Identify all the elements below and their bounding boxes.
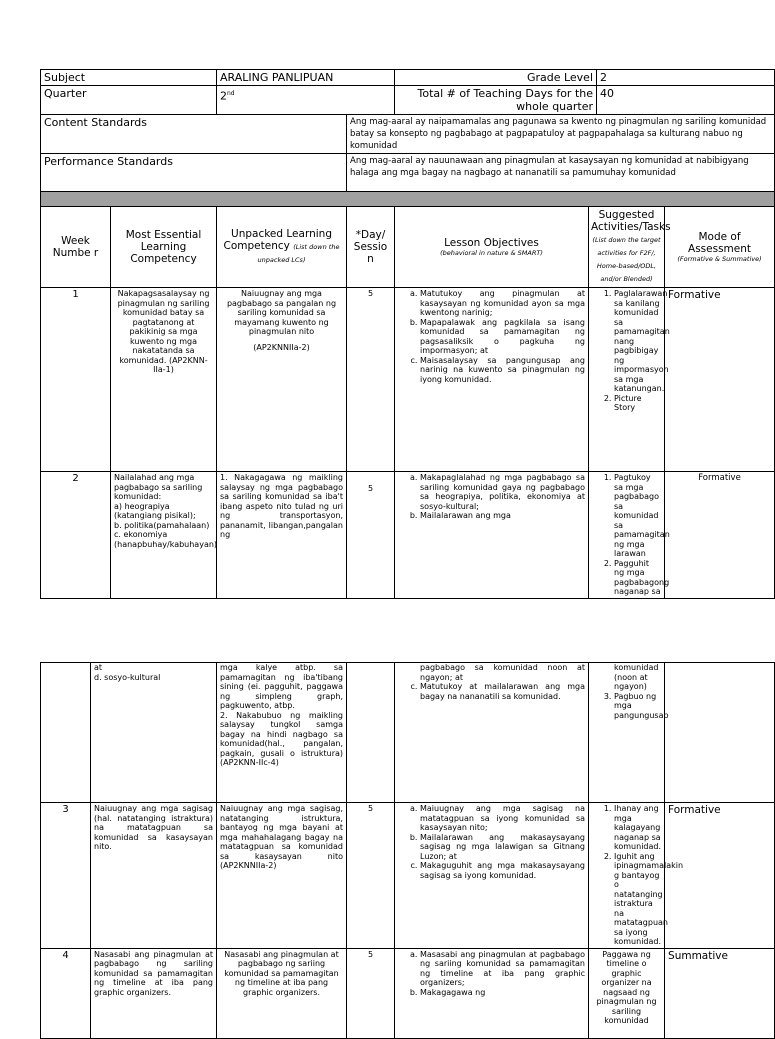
table-page-2	[40, 662, 774, 1024]
unpacked-text: mga kalye atbp. sa pamamagitan ng iba'tibang sining (ei. pagguhit, paggawa ng simpleng graph, pagkuwento, atbp. 2. Nakabubuo ng maikling salaysay tungkol samga bagay na hindi nagbago sa komunidad(hal., pangalan, pagkain, gusali o istruktura) (AP2KNN-IIc-4)	[217, 663, 347, 803]
grade-level-value: 2	[597, 70, 775, 86]
mode-of-assessment: Formative	[665, 803, 775, 949]
days-value: 5	[347, 803, 395, 949]
quarter-value: 2nd	[217, 86, 395, 115]
activity-2: 2. Pagguhit ng mga pagbabagong naganap sa	[614, 559, 661, 597]
objective-b-cont: pagbabago sa komunidad noon at ngayon; at	[420, 663, 586, 682]
objective-a: a. Maiuugnay ang mga sagisag na matatagpuan sa iyong komunidad sa kasaysayan nito;	[420, 804, 585, 833]
mode-of-assessment: Formative	[665, 472, 775, 599]
lesson-objectives	[395, 663, 589, 803]
objective-c: c. Makaguguhit ang mga makasaysayang sagisag sa iyong komunidad.	[420, 861, 585, 880]
objective-c: c. Maisasalaysay sa pangungusap ang narinig na kuwento sa pinagmulan ng iyong komunidad.	[420, 356, 585, 385]
table-row	[41, 948, 775, 1038]
suggested-activities: Paggawa ng timeline o graphic organizer na nagsaad ng pinagmulan ng sariling komunidad	[589, 948, 665, 1038]
melc-text: at d. sosyo-kultural	[91, 663, 217, 803]
mode-empty	[665, 663, 775, 803]
days-value: 5	[347, 472, 395, 599]
objective-a: a. Matutukoy ang pinagmulan at kasaysayan ng komunidad ayon sa mga kwentong narinig;	[420, 289, 585, 318]
suggested-activities	[589, 663, 669, 803]
performance-standards-text: Ang mag-aaral ay nauunawaan ang pinagmulan at kasaysayan ng komunidad at nabibigyang halaga ang mga bagay na nagbago at nananatili sa pamumuhay komunidad	[347, 154, 775, 192]
objective-c: c. Matutukoy at mailalarawan ang mga bagay na nananatili sa komunidad.	[420, 682, 585, 701]
table-row	[41, 663, 775, 803]
suggested-activities	[589, 288, 670, 472]
week-number: 4	[41, 948, 91, 1038]
content-standards-label: Content Standards	[41, 115, 347, 154]
col-unpacked: Unpacked Learning Competency (List down the unpacked LCs)	[217, 207, 347, 288]
unpacked-text: Naiuugnay ang mga sagisag, natatanging istruktura, bantayog ng mga bayani at mga mahahalagang bagay na matatagpuan sa komunidad sa kasaysayan nito (AP2KNNIIa-2)	[217, 803, 347, 949]
suggested-activities	[589, 472, 670, 599]
activity-1: 1. Paglalarawan sa kanilang komunidad sa pamamagitan nang pagbibigay ng impormasyon sa mga katanungan.	[614, 289, 661, 394]
col-mode: Mode of Assessment (Formative & Summative)	[665, 207, 775, 288]
activity-3: 3. Pagbuo ng mga pangungusap	[614, 692, 661, 721]
unpacked-text: Nasasabi ang pinagmulan at pagbabago ng sariing komunidad sa pamamagitan ng timeline at iba pang graphic organizers.	[217, 948, 347, 1038]
objective-b: b. Mailalarawan ang mga	[420, 511, 585, 521]
col-days: *Day/ Sessio n	[347, 207, 395, 288]
mode-of-assessment: Formative	[665, 288, 775, 472]
table-row	[41, 803, 775, 949]
objective-b: b. Mailalarawan ang makasaysayang sagisag ng mga lalawigan sa Gitnang Luzon; at	[420, 833, 585, 862]
lesson-objectives	[395, 288, 589, 472]
lesson-plan-table	[40, 69, 775, 599]
activity-1: 1. Ihanay ang mga kalagayang naganap sa komunidad.	[614, 804, 661, 852]
melc-text: Naiuugnay ang mga sagisag (hal. natatanging istraktura) na matatagpuan sa komunidad sa kasaysayan nito.	[91, 803, 217, 949]
table-row	[41, 288, 775, 472]
grade-level-label: Grade Level	[395, 70, 597, 86]
col-melc: Most Essential Learning Competency	[111, 207, 217, 288]
subject-value: ARALING PANLIPUAN	[217, 70, 395, 86]
subject-label: Subject	[41, 70, 217, 86]
col-objectives: Lesson Objectives (behavioral in nature & SMART)	[395, 207, 589, 288]
quarter-label: Quarter	[41, 86, 217, 115]
table-row	[41, 472, 775, 599]
objective-a: a. Masasabi ang pinagmulan at pagbabago ng sariing komunidad sa pamamagitan ng timeline at iba pang graphic organizers;	[420, 950, 585, 988]
lesson-objectives	[395, 803, 589, 949]
table-page-1	[40, 69, 774, 596]
week-number: 3	[41, 803, 91, 949]
unpacked-text: Naiuugnay ang mga pagbabago sa pangalan ng sariling komunidad sa mayamang kuwento ng pinagmulan nito (AP2KNNIIa-2)	[217, 288, 347, 472]
lesson-objectives	[395, 948, 589, 1038]
content-standards-text: Ang mag-aaral ay naipamamalas ang pagunawa sa kwento ng pinagmulan ng sariling komunidad batay sa konsepto ng pagbabago at pagpapatuloy at pagpapahalaga sa kulturang nabuo ng komunidad	[347, 115, 775, 154]
col-week: Week Numbe r	[41, 207, 111, 288]
objective-b: b. Mapapalawak ang pagkilala sa isang komunidad sa pamamagitan ng pagsasaliksik o pagkuha ng impormasyon; at	[420, 318, 585, 356]
week-number-empty	[41, 663, 91, 803]
activity-2: 2. Picture Story	[614, 394, 661, 413]
unpacked-text: 1. Nakagagawa ng maikling salaysay ng mga pagbabago sa sariling komunidad sa iba't ibang aspeto nito tulad ng uri ng transportasyon, pananamit, libangan,pangalan ng	[217, 472, 347, 599]
teaching-days-value: 40	[597, 86, 775, 115]
melc-text: Nakapagsasalaysay ng pinagmulan ng sariling komunidad batay sa pagtatanong at pakikinig sa mga kuwento ng mga nakatatanda sa komunidad. (AP2KNN-IIa-1)	[111, 288, 217, 472]
lesson-plan-table-continued	[40, 662, 775, 1039]
lesson-objectives	[395, 472, 589, 599]
objective-a: a. Makapaglalahad ng mga pagbabago sa sariling komunidad gaya ng pagbabago sa heograpiya, politika, ekonomiya at sosyo-kultural;	[420, 473, 585, 511]
activity-2: 2. Iguhit ang ipinagmamalakin g bantayog o natatanging istraktura na matatagpuan sa iyong komunidad.	[614, 852, 661, 947]
divider-bar	[41, 192, 775, 207]
week-number: 2	[41, 472, 111, 599]
days-value: 5	[347, 288, 395, 472]
week-number: 1	[41, 288, 111, 472]
col-activities: Suggested Activities/Tasks (List down the target activities for F2F/, Home-based/ODL, and/or Blended)	[589, 207, 665, 288]
teaching-days-label: Total # of Teaching Days for the whole quarter	[395, 86, 597, 115]
performance-standards-label: Performance Standards	[41, 154, 347, 192]
days-value: 5	[347, 948, 395, 1038]
mode-of-assessment: Summative	[665, 948, 775, 1038]
days-value-empty	[347, 663, 395, 803]
melc-text: Nasasabi ang pinagmulan at pagbabago ng sariling komunidad sa pamamagitan ng timeline at iba pang graphic organizers.	[91, 948, 217, 1038]
objective-b: b. Makagagawa ng	[420, 988, 585, 998]
melc-text: Nailalahad ang mga pagbabago sa sariling komunidad: a) heograpiya (katangiang pisikal); b. politika(pamahalaan) c. ekonomiya (hanapbuhay/kabuhayan)	[111, 472, 217, 599]
activity-1: 1. Pagtukoy sa mga pagbabago sa komunidad sa pamamagitan ng mga larawan	[614, 473, 661, 559]
suggested-activities	[589, 803, 684, 949]
activity-2-cont: komunidad (noon at ngayon)	[614, 663, 659, 691]
